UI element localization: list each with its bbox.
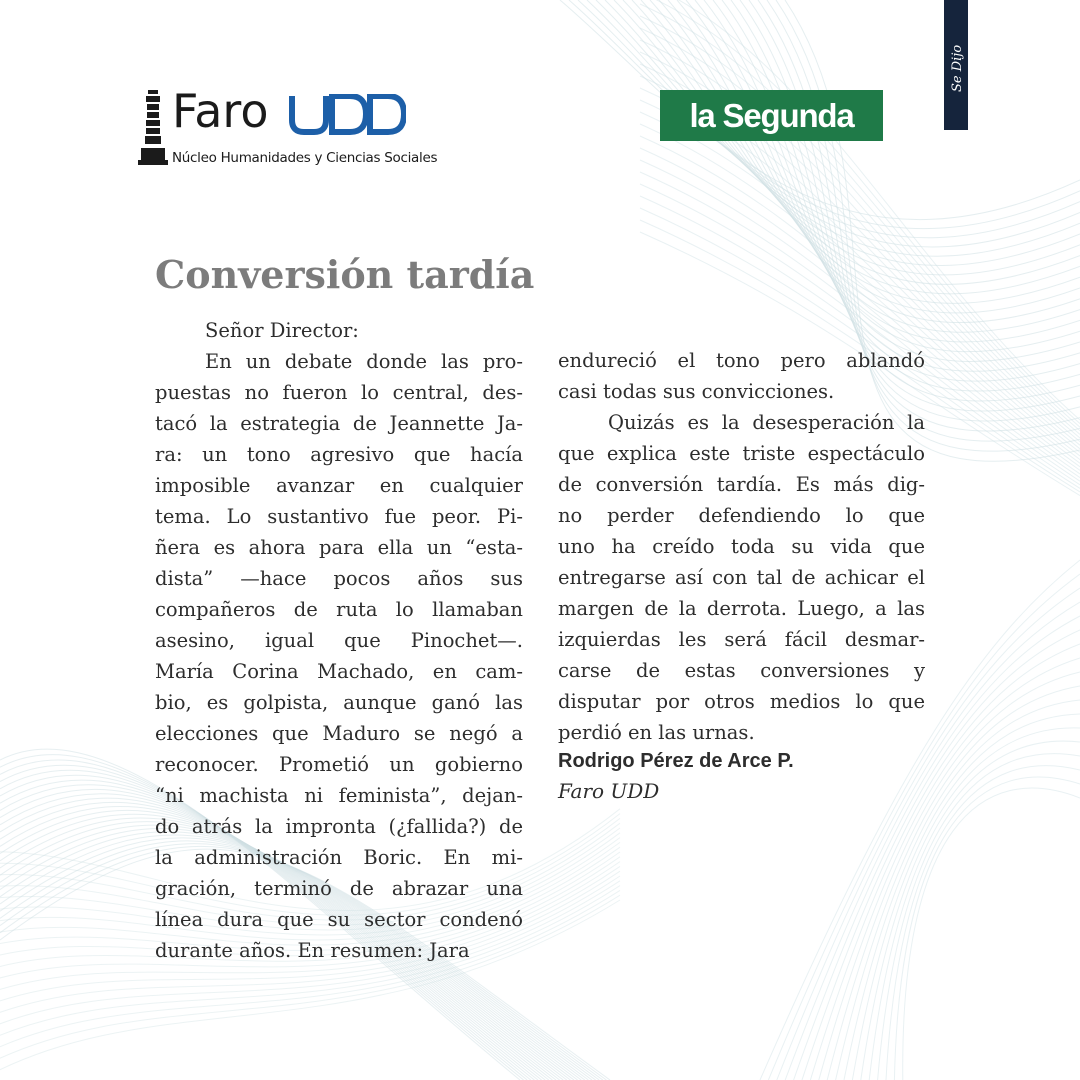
article-column-left <box>155 315 523 966</box>
article-line: ra: un tono agresivo que hacía <box>155 443 523 466</box>
article-line: durante años. En resumen: Jara <box>155 939 470 962</box>
article-line: elecciones que Maduro se negó a <box>155 722 523 745</box>
article-line: dista” —hace pocos años sus <box>155 567 523 590</box>
article-line: la administración Boric. En mi- <box>155 846 523 869</box>
faro-tagline: Núcleo Humanidades y Ciencias Sociales <box>172 150 438 166</box>
article-line: reconocer. Prometió un gobierno <box>155 753 523 776</box>
article-column-right <box>558 345 925 748</box>
article-line: perdió en las urnas. <box>558 721 755 744</box>
article-line: que explica este triste espectáculo <box>558 442 925 465</box>
article-line: de conversión tardía. Es más dig- <box>558 473 925 496</box>
article-line: “ni machista ni feminista”, dejan- <box>155 784 523 807</box>
article-line: do atrás la impronta (¿fallida?) de <box>155 815 523 838</box>
author-name: Rodrigo Pérez de Arce P. <box>558 750 794 772</box>
article-line: Quizás es la desesperación la <box>608 411 925 434</box>
faro-wordmark: Faro <box>172 84 269 138</box>
la-segunda-wordmark: la Segunda <box>689 96 854 134</box>
author-affiliation: Faro UDD <box>558 779 660 803</box>
article-line: bio, es golpista, aunque ganó las <box>155 691 523 714</box>
section-tab-label: Se Dijo <box>950 44 965 92</box>
article-line: casi todas sus convicciones. <box>558 380 835 403</box>
article-line: imposible avanzar en cualquier <box>155 474 523 497</box>
article-line: uno ha creído toda su vida que <box>558 535 925 558</box>
article-line: compañeros de ruta lo llamaban <box>155 598 523 621</box>
article-line: puestas no fueron lo central, des- <box>155 381 523 404</box>
article-line: línea dura que su sector condenó <box>155 908 523 931</box>
article-line: endureció el tono pero ablandó <box>558 349 925 372</box>
article-line: no perder defendiendo lo que <box>558 504 925 527</box>
faro-udd-logo <box>138 84 438 174</box>
article-line: María Corina Machado, en cam- <box>155 660 523 683</box>
article-line: Señor Director: <box>205 319 359 342</box>
article-title: Conversión tardía <box>155 252 535 297</box>
article-line: carse de estas conversiones y <box>558 659 925 682</box>
lighthouse-icon <box>138 88 168 168</box>
article-line: entregarse así con tal de achicar el <box>558 566 925 589</box>
udd-wordmark <box>288 94 406 136</box>
article-line: izquierdas les será fácil desmar- <box>558 628 925 651</box>
article-line: tema. Lo sustantivo fue peor. Pi- <box>155 505 523 528</box>
article-line: tacó la estrategia de Jeannette Ja- <box>155 412 523 435</box>
article-line: ñera es ahora para ella un “esta- <box>155 536 523 559</box>
article-line: gración, terminó de abrazar una <box>155 877 523 900</box>
article-line: margen de la derrota. Luego, a las <box>558 597 925 620</box>
la-segunda-logo <box>660 90 883 141</box>
article-line: En un debate donde las pro- <box>205 350 523 373</box>
article-line: asesino, igual que Pinochet—. <box>155 629 523 652</box>
article-line: disputar por otros medios lo que <box>558 690 925 713</box>
section-tab <box>944 0 968 130</box>
